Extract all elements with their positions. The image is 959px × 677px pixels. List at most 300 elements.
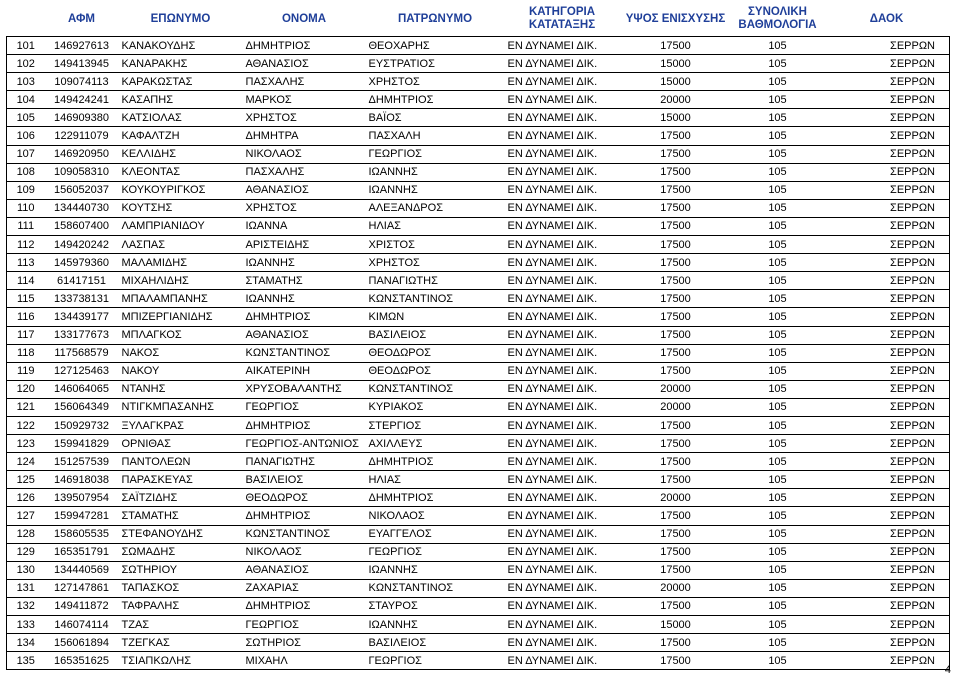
cell-category: ΕΝ ΔΥΝΑΜΕΙ ΔΙΚ. [505, 543, 620, 561]
cell-afm: 117568579 [45, 344, 119, 362]
cell-patronymic: ΚΥΡΙΑΚΟΣ [366, 398, 505, 416]
cell-patronymic: ΚΙΜΩΝ [366, 308, 505, 326]
cell-no: 127 [7, 507, 45, 525]
header-name: ΟΝΟΜΑ [243, 2, 366, 37]
table-row [7, 398, 950, 416]
cell-score: 105 [732, 145, 824, 163]
cell-afm: 109058310 [45, 163, 119, 181]
cell-name: ΔΗΜΗΤΡΙΟΣ [243, 416, 366, 434]
cell-score: 105 [732, 543, 824, 561]
cell-name: ΔΗΜΗΤΡΑ [243, 127, 366, 145]
table-row [7, 91, 950, 109]
cell-no: 134 [7, 634, 45, 652]
cell-height: 17500 [620, 199, 732, 217]
cell-daok: ΣΕΡΡΩΝ [824, 561, 950, 579]
cell-surname: ΟΡΝΙΘΑΣ [119, 435, 243, 453]
cell-afm: 134440730 [45, 199, 119, 217]
cell-surname: ΛΑΣΠΑΣ [119, 236, 243, 254]
cell-no: 131 [7, 579, 45, 597]
cell-name: ΖΑΧΑΡΙΑΣ [243, 579, 366, 597]
cell-height: 17500 [620, 652, 732, 670]
cell-patronymic: ΣΤΕΡΓΙΟΣ [366, 416, 505, 434]
cell-surname: ΝΤΑΝΗΣ [119, 380, 243, 398]
table-row [7, 254, 950, 272]
cell-afm: 149420242 [45, 236, 119, 254]
cell-category: ΕΝ ΔΥΝΑΜΕΙ ΔΙΚ. [505, 217, 620, 235]
cell-surname: ΠΑΝΤΟΛΕΩΝ [119, 453, 243, 471]
cell-no: 122 [7, 416, 45, 434]
cell-height: 17500 [620, 561, 732, 579]
cell-afm: 156064349 [45, 398, 119, 416]
cell-no: 101 [7, 37, 45, 55]
cell-daok: ΣΕΡΡΩΝ [824, 634, 950, 652]
cell-height: 17500 [620, 543, 732, 561]
cell-afm: 149424241 [45, 91, 119, 109]
cell-score: 105 [732, 453, 824, 471]
cell-no: 125 [7, 471, 45, 489]
cell-no: 130 [7, 561, 45, 579]
cell-category: ΕΝ ΔΥΝΑΜΕΙ ΔΙΚ. [505, 380, 620, 398]
cell-surname: ΚΛΕΟΝΤΑΣ [119, 163, 243, 181]
cell-category: ΕΝ ΔΥΝΑΜΕΙ ΔΙΚ. [505, 163, 620, 181]
cell-afm: 146074114 [45, 616, 119, 634]
cell-no: 128 [7, 525, 45, 543]
table-row [7, 73, 950, 91]
cell-name: ΣΩΤΗΡΙΟΣ [243, 634, 366, 652]
cell-no: 111 [7, 217, 45, 235]
cell-no: 126 [7, 489, 45, 507]
cell-daok: ΣΕΡΡΩΝ [824, 489, 950, 507]
cell-height: 17500 [620, 344, 732, 362]
cell-name: ΠΑΣΧΑΛΗΣ [243, 73, 366, 91]
cell-category: ΕΝ ΔΥΝΑΜΕΙ ΔΙΚ. [505, 489, 620, 507]
cell-name: ΑΘΑΝΑΣΙΟΣ [243, 561, 366, 579]
cell-no: 104 [7, 91, 45, 109]
cell-daok: ΣΕΡΡΩΝ [824, 326, 950, 344]
table-row [7, 127, 950, 145]
cell-patronymic: ΗΛΙΑΣ [366, 217, 505, 235]
cell-name: ΙΩΑΝΝΗΣ [243, 254, 366, 272]
cell-no: 103 [7, 73, 45, 91]
cell-name: ΔΗΜΗΤΡΙΟΣ [243, 308, 366, 326]
table-row [7, 579, 950, 597]
cell-afm: 156052037 [45, 181, 119, 199]
cell-daok: ΣΕΡΡΩΝ [824, 579, 950, 597]
cell-no: 120 [7, 380, 45, 398]
cell-patronymic: ΗΛΙΑΣ [366, 471, 505, 489]
cell-category: ΕΝ ΔΥΝΑΜΕΙ ΔΙΚ. [505, 561, 620, 579]
table-row [7, 55, 950, 73]
cell-afm: 145979360 [45, 254, 119, 272]
cell-name: ΓΕΩΡΓΙΟΣ [243, 616, 366, 634]
cell-afm: 149413945 [45, 55, 119, 73]
cell-height: 17500 [620, 471, 732, 489]
table-row [7, 507, 950, 525]
cell-afm: 149411872 [45, 597, 119, 615]
cell-patronymic: ΓΕΩΡΓΙΟΣ [366, 145, 505, 163]
cell-no: 109 [7, 181, 45, 199]
cell-name: ΜΑΡΚΟΣ [243, 91, 366, 109]
cell-category: ΕΝ ΔΥΝΑΜΕΙ ΔΙΚ. [505, 344, 620, 362]
cell-height: 17500 [620, 163, 732, 181]
beneficiaries-table [6, 2, 950, 670]
cell-category: ΕΝ ΔΥΝΑΜΕΙ ΔΙΚ. [505, 326, 620, 344]
cell-afm: 165351625 [45, 652, 119, 670]
cell-patronymic: ΕΥΑΓΓΕΛΟΣ [366, 525, 505, 543]
cell-height: 17500 [620, 525, 732, 543]
cell-no: 129 [7, 543, 45, 561]
table-row [7, 471, 950, 489]
cell-afm: 150929732 [45, 416, 119, 434]
cell-category: ΕΝ ΔΥΝΑΜΕΙ ΔΙΚ. [505, 199, 620, 217]
table-row [7, 290, 950, 308]
cell-category: ΕΝ ΔΥΝΑΜΕΙ ΔΙΚ. [505, 398, 620, 416]
table-row [7, 380, 950, 398]
cell-patronymic: ΧΡΗΣΤΟΣ [366, 73, 505, 91]
cell-name: ΑΘΑΝΑΣΙΟΣ [243, 55, 366, 73]
cell-no: 115 [7, 290, 45, 308]
cell-no: 105 [7, 109, 45, 127]
cell-afm: 159947281 [45, 507, 119, 525]
cell-daok: ΣΕΡΡΩΝ [824, 543, 950, 561]
cell-score: 105 [732, 634, 824, 652]
cell-patronymic: ΘΕΟΔΩΡΟΣ [366, 362, 505, 380]
cell-score: 105 [732, 199, 824, 217]
cell-name: ΝΙΚΟΛΑΟΣ [243, 543, 366, 561]
cell-patronymic: ΙΩΑΝΝΗΣ [366, 616, 505, 634]
table-row [7, 525, 950, 543]
cell-height: 20000 [620, 398, 732, 416]
cell-afm: 151257539 [45, 453, 119, 471]
cell-name: ΑΘΑΝΑΣΙΟΣ [243, 326, 366, 344]
cell-surname: ΚΑΤΣΙΟΛΑΣ [119, 109, 243, 127]
cell-surname: ΤΖΑΣ [119, 616, 243, 634]
cell-daok: ΣΕΡΡΩΝ [824, 507, 950, 525]
cell-height: 17500 [620, 272, 732, 290]
cell-patronymic: ΔΗΜΗΤΡΙΟΣ [366, 91, 505, 109]
cell-name: ΚΩΝΣΤΑΝΤΙΝΟΣ [243, 344, 366, 362]
cell-afm: 139507954 [45, 489, 119, 507]
cell-category: ΕΝ ΔΥΝΑΜΕΙ ΔΙΚ. [505, 254, 620, 272]
cell-patronymic: ΙΩΑΝΝΗΣ [366, 181, 505, 199]
cell-score: 105 [732, 561, 824, 579]
cell-height: 20000 [620, 579, 732, 597]
cell-no: 119 [7, 362, 45, 380]
cell-score: 105 [732, 272, 824, 290]
header-surname: ΕΠΩΝΥΜΟ [119, 2, 243, 37]
cell-height: 20000 [620, 91, 732, 109]
cell-patronymic: ΝΙΚΟΛΑΟΣ [366, 507, 505, 525]
cell-patronymic: ΕΥΣΤΡΑΤΙΟΣ [366, 55, 505, 73]
cell-name: ΑΘΑΝΑΣΙΟΣ [243, 181, 366, 199]
cell-category: ΕΝ ΔΥΝΑΜΕΙ ΔΙΚ. [505, 579, 620, 597]
cell-score: 105 [732, 416, 824, 434]
table-row [7, 199, 950, 217]
cell-score: 105 [732, 344, 824, 362]
cell-patronymic: ΒΑΣΙΛΕΙΟΣ [366, 326, 505, 344]
cell-daok: ΣΕΡΡΩΝ [824, 217, 950, 235]
cell-surname: ΜΠΑΛΑΜΠΑΝΗΣ [119, 290, 243, 308]
cell-score: 105 [732, 254, 824, 272]
cell-score: 105 [732, 91, 824, 109]
cell-patronymic: ΚΩΝΣΤΑΝΤΙΝΟΣ [366, 290, 505, 308]
cell-daok: ΣΕΡΡΩΝ [824, 525, 950, 543]
cell-patronymic: ΒΑΣΙΛΕΙΟΣ [366, 634, 505, 652]
cell-daok: ΣΕΡΡΩΝ [824, 127, 950, 145]
cell-afm: 159941829 [45, 435, 119, 453]
cell-height: 17500 [620, 634, 732, 652]
cell-category: ΕΝ ΔΥΝΑΜΕΙ ΔΙΚ. [505, 236, 620, 254]
table-row [7, 362, 950, 380]
cell-score: 105 [732, 597, 824, 615]
cell-afm: 133177673 [45, 326, 119, 344]
cell-category: ΕΝ ΔΥΝΑΜΕΙ ΔΙΚ. [505, 55, 620, 73]
cell-category: ΕΝ ΔΥΝΑΜΕΙ ΔΙΚ. [505, 652, 620, 670]
cell-patronymic: ΔΗΜΗΤΡΙΟΣ [366, 489, 505, 507]
header-daok: ΔΑΟΚ [824, 2, 950, 37]
cell-category: ΕΝ ΔΥΝΑΜΕΙ ΔΙΚ. [505, 634, 620, 652]
table-row [7, 326, 950, 344]
cell-surname: ΚΑΝΑΡΑΚΗΣ [119, 55, 243, 73]
cell-score: 105 [732, 236, 824, 254]
table-row [7, 416, 950, 434]
cell-surname: ΚΑΦΑΛΤΖΗ [119, 127, 243, 145]
cell-afm: 165351791 [45, 543, 119, 561]
cell-afm: 156061894 [45, 634, 119, 652]
cell-name: ΝΙΚΟΛΑΟΣ [243, 145, 366, 163]
cell-daok: ΣΕΡΡΩΝ [824, 398, 950, 416]
header-no [7, 2, 45, 37]
cell-patronymic: ΔΗΜΗΤΡΙΟΣ [366, 453, 505, 471]
cell-category: ΕΝ ΔΥΝΑΜΕΙ ΔΙΚ. [505, 127, 620, 145]
cell-afm: 146918038 [45, 471, 119, 489]
table-header [7, 2, 950, 37]
table-row [7, 217, 950, 235]
cell-score: 105 [732, 579, 824, 597]
cell-patronymic: ΚΩΝΣΤΑΝΤΙΝΟΣ [366, 380, 505, 398]
cell-name: ΒΑΣΙΛΕΙΟΣ [243, 471, 366, 489]
cell-surname: ΚΟΥΚΟΥΡΙΓΚΟΣ [119, 181, 243, 199]
cell-patronymic: ΓΕΩΡΓΙΟΣ [366, 543, 505, 561]
cell-category: ΕΝ ΔΥΝΑΜΕΙ ΔΙΚ. [505, 37, 620, 55]
cell-afm: 146909380 [45, 109, 119, 127]
header-row [7, 2, 950, 37]
cell-category: ΕΝ ΔΥΝΑΜΕΙ ΔΙΚ. [505, 416, 620, 434]
table-row [7, 489, 950, 507]
cell-name: ΧΡΥΣΟΒΑΛΑΝΤΗΣ [243, 380, 366, 398]
cell-no: 106 [7, 127, 45, 145]
cell-height: 17500 [620, 127, 732, 145]
table-row [7, 435, 950, 453]
cell-patronymic: ΠΑΝΑΓΙΩΤΗΣ [366, 272, 505, 290]
cell-surname: ΜΠΛΑΓΚΟΣ [119, 326, 243, 344]
cell-height: 17500 [620, 597, 732, 615]
cell-no: 113 [7, 254, 45, 272]
cell-patronymic: ΧΡΙΣΤΟΣ [366, 236, 505, 254]
cell-afm: 133738131 [45, 290, 119, 308]
cell-height: 17500 [620, 326, 732, 344]
cell-name: ΑΙΚΑΤΕΡΙΝΗ [243, 362, 366, 380]
cell-score: 105 [732, 127, 824, 145]
cell-height: 20000 [620, 380, 732, 398]
cell-daok: ΣΕΡΡΩΝ [824, 290, 950, 308]
cell-name: ΙΩΑΝΝΗΣ [243, 290, 366, 308]
cell-name: ΠΑΝΑΓΙΩΤΗΣ [243, 453, 366, 471]
cell-category: ΕΝ ΔΥΝΑΜΕΙ ΔΙΚ. [505, 616, 620, 634]
header-score: ΣΥΝΟΛΙΚΗ ΒΑΘΜΟΛΟΓΙΑ [732, 2, 824, 37]
cell-height: 17500 [620, 290, 732, 308]
cell-daok: ΣΕΡΡΩΝ [824, 616, 950, 634]
cell-surname: ΜΙΧΑΗΛΙΔΗΣ [119, 272, 243, 290]
cell-no: 110 [7, 199, 45, 217]
cell-no: 123 [7, 435, 45, 453]
cell-no: 114 [7, 272, 45, 290]
cell-daok: ΣΕΡΡΩΝ [824, 145, 950, 163]
cell-afm: 109074113 [45, 73, 119, 91]
cell-height: 17500 [620, 435, 732, 453]
cell-patronymic: ΘΕΟΧΑΡΗΣ [366, 37, 505, 55]
cell-category: ΕΝ ΔΥΝΑΜΕΙ ΔΙΚ. [505, 73, 620, 91]
cell-patronymic: ΙΩΑΝΝΗΣ [366, 561, 505, 579]
header-afm: ΑΦΜ [45, 2, 119, 37]
cell-patronymic: ΑΧΙΛΛΕΥΣ [366, 435, 505, 453]
cell-name: ΔΗΜΗΤΡΙΟΣ [243, 597, 366, 615]
cell-category: ΕΝ ΔΥΝΑΜΕΙ ΔΙΚ. [505, 308, 620, 326]
cell-score: 105 [732, 489, 824, 507]
cell-surname: ΝΑΚΟΣ [119, 344, 243, 362]
cell-surname: ΣΩΤΗΡΙΟΥ [119, 561, 243, 579]
cell-patronymic: ΓΕΩΡΓΙΟΣ [366, 652, 505, 670]
table-row [7, 453, 950, 471]
cell-surname: ΚΕΛΛΙΔΗΣ [119, 145, 243, 163]
cell-category: ΕΝ ΔΥΝΑΜΕΙ ΔΙΚ. [505, 272, 620, 290]
cell-surname: ΝΤΙΓΚΜΠΑΣΑΝΗΣ [119, 398, 243, 416]
table-row [7, 616, 950, 634]
table-row [7, 634, 950, 652]
cell-height: 17500 [620, 254, 732, 272]
cell-surname: ΞΥΛΑΓΚΡΑΣ [119, 416, 243, 434]
cell-surname: ΣΤΕΦΑΝΟΥΔΗΣ [119, 525, 243, 543]
table-row [7, 561, 950, 579]
cell-height: 17500 [620, 37, 732, 55]
cell-name: ΙΩΑΝΝΑ [243, 217, 366, 235]
header-patronymic: ΠΑΤΡΩΝΥΜΟ [366, 2, 505, 37]
cell-afm: 146927613 [45, 37, 119, 55]
cell-no: 116 [7, 308, 45, 326]
cell-score: 105 [732, 652, 824, 670]
cell-patronymic: ΘΕΟΔΩΡΟΣ [366, 344, 505, 362]
cell-score: 105 [732, 326, 824, 344]
cell-height: 17500 [620, 217, 732, 235]
cell-daok: ΣΕΡΡΩΝ [824, 435, 950, 453]
cell-afm: 61417151 [45, 272, 119, 290]
table-row [7, 181, 950, 199]
cell-daok: ΣΕΡΡΩΝ [824, 597, 950, 615]
cell-height: 17500 [620, 507, 732, 525]
cell-no: 121 [7, 398, 45, 416]
cell-no: 132 [7, 597, 45, 615]
cell-score: 105 [732, 37, 824, 55]
cell-no: 102 [7, 55, 45, 73]
table-row [7, 236, 950, 254]
cell-surname: ΛΑΜΠΡΙΑΝΙΔΟΥ [119, 217, 243, 235]
cell-category: ΕΝ ΔΥΝΑΜΕΙ ΔΙΚ. [505, 435, 620, 453]
cell-category: ΕΝ ΔΥΝΑΜΕΙ ΔΙΚ. [505, 109, 620, 127]
cell-name: ΠΑΣΧΑΛΗΣ [243, 163, 366, 181]
cell-score: 105 [732, 435, 824, 453]
cell-daok: ΣΕΡΡΩΝ [824, 308, 950, 326]
cell-score: 105 [732, 308, 824, 326]
table-row [7, 37, 950, 55]
cell-height: 15000 [620, 616, 732, 634]
cell-height: 17500 [620, 236, 732, 254]
cell-score: 105 [732, 55, 824, 73]
cell-patronymic: ΑΛΕΞΑΝΔΡΟΣ [366, 199, 505, 217]
cell-height: 15000 [620, 73, 732, 91]
cell-score: 105 [732, 217, 824, 235]
cell-surname: ΠΑΡΑΣΚΕΥΑΣ [119, 471, 243, 489]
cell-height: 20000 [620, 489, 732, 507]
cell-category: ΕΝ ΔΥΝΑΜΕΙ ΔΙΚ. [505, 507, 620, 525]
cell-daok: ΣΕΡΡΩΝ [824, 199, 950, 217]
cell-afm: 146920950 [45, 145, 119, 163]
cell-no: 107 [7, 145, 45, 163]
table-row [7, 308, 950, 326]
cell-afm: 127125463 [45, 362, 119, 380]
cell-no: 124 [7, 453, 45, 471]
header-category: ΚΑΤΗΓΟΡΙΑ ΚΑΤΑΤΑΞΗΣ [505, 2, 620, 37]
beneficiaries-sheet [6, 2, 949, 670]
cell-score: 105 [732, 525, 824, 543]
cell-surname: ΚΟΥΤΣΗΣ [119, 199, 243, 217]
cell-height: 15000 [620, 55, 732, 73]
table-row [7, 543, 950, 561]
cell-patronymic: ΠΑΣΧΑΛΗ [366, 127, 505, 145]
cell-height: 17500 [620, 416, 732, 434]
cell-score: 105 [732, 109, 824, 127]
cell-surname: ΝΑΚΟΥ [119, 362, 243, 380]
cell-name: ΚΩΝΣΤΑΝΤΙΝΟΣ [243, 525, 366, 543]
table-row [7, 272, 950, 290]
cell-score: 105 [732, 163, 824, 181]
cell-afm: 127147861 [45, 579, 119, 597]
cell-name: ΧΡΗΣΤΟΣ [243, 199, 366, 217]
cell-surname: ΤΑΠΑΣΚΟΣ [119, 579, 243, 597]
cell-no: 133 [7, 616, 45, 634]
cell-height: 17500 [620, 362, 732, 380]
table-body [7, 37, 950, 670]
cell-category: ΕΝ ΔΥΝΑΜΕΙ ΔΙΚ. [505, 597, 620, 615]
cell-name: ΧΡΗΣΤΟΣ [243, 109, 366, 127]
cell-score: 105 [732, 73, 824, 91]
cell-patronymic: ΣΤΑΥΡΟΣ [366, 597, 505, 615]
cell-surname: ΤΖΕΓΚΑΣ [119, 634, 243, 652]
cell-category: ΕΝ ΔΥΝΑΜΕΙ ΔΙΚ. [505, 525, 620, 543]
cell-surname: ΚΑΝΑΚΟΥΔΗΣ [119, 37, 243, 55]
cell-name: ΓΕΩΡΓΙΟΣ-ΑΝΤΩΝΙΟΣ [243, 435, 366, 453]
cell-patronymic: ΙΩΑΝΝΗΣ [366, 163, 505, 181]
cell-category: ΕΝ ΔΥΝΑΜΕΙ ΔΙΚ. [505, 362, 620, 380]
cell-daok: ΣΕΡΡΩΝ [824, 55, 950, 73]
table-row [7, 145, 950, 163]
cell-surname: ΣΩΜΑΔΗΣ [119, 543, 243, 561]
cell-afm: 146064065 [45, 380, 119, 398]
cell-category: ΕΝ ΔΥΝΑΜΕΙ ΔΙΚ. [505, 181, 620, 199]
cell-daok: ΣΕΡΡΩΝ [824, 91, 950, 109]
cell-daok: ΣΕΡΡΩΝ [824, 163, 950, 181]
cell-surname: ΣΤΑΜΑΤΗΣ [119, 507, 243, 525]
table-row [7, 109, 950, 127]
